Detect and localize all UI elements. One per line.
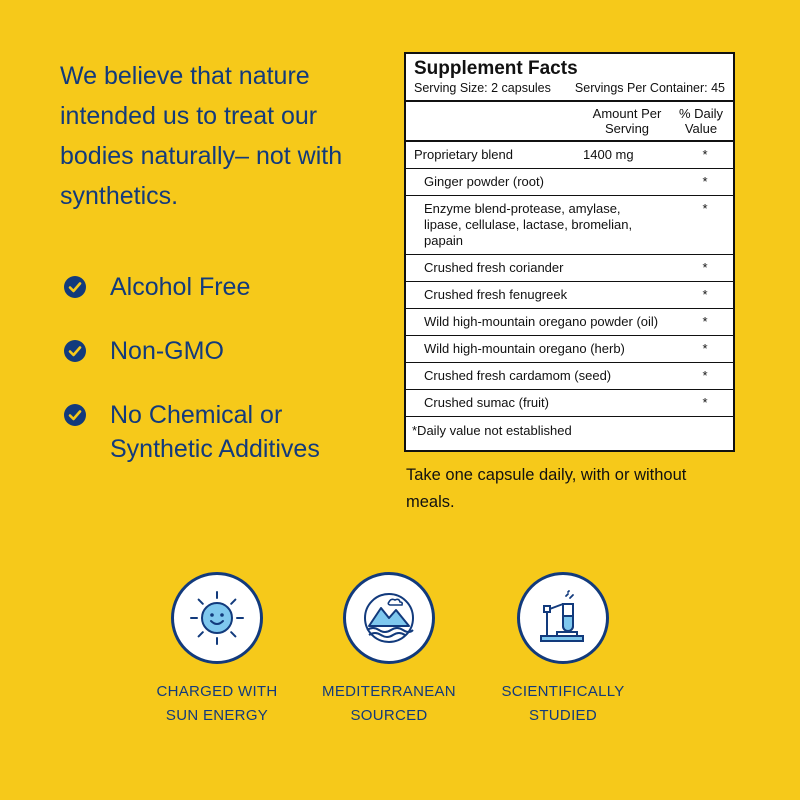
badge-caption-line: SUN ENERGY xyxy=(165,707,269,724)
ingredient-name: Ginger powder (root) xyxy=(424,174,544,189)
ingredient-dv: * xyxy=(702,314,708,329)
ingredient-dv: * xyxy=(702,174,708,189)
badge-caption-line: MEDITERRANEAN xyxy=(322,683,456,700)
feature-item xyxy=(64,334,384,368)
check-icon xyxy=(64,404,86,426)
ingredient-name: Crushed fresh fenugreek xyxy=(424,287,568,302)
supplement-facts-panel xyxy=(404,52,735,452)
ingredient-name: Crushed fresh cardamom (seed) xyxy=(424,368,612,383)
header-amount: Amount Per Serving xyxy=(592,106,662,136)
ingredient-dv: * xyxy=(702,147,708,162)
facts-row xyxy=(406,196,733,255)
badge-scientifically-studied xyxy=(483,572,643,728)
ingredient-name: Crushed fresh coriander xyxy=(424,260,564,275)
badge-mediterranean xyxy=(309,572,469,728)
ingredient-name: Proprietary blend xyxy=(414,147,513,162)
facts-serving-info xyxy=(406,80,733,102)
ingredient-amount: 1400 mg xyxy=(583,147,634,162)
ingredient-dv: * xyxy=(702,395,708,410)
badge-caption-line: CHARGED WITH xyxy=(156,683,278,700)
feature-list xyxy=(64,270,384,496)
badge-caption xyxy=(309,680,469,728)
facts-row xyxy=(406,390,733,417)
badge-circle xyxy=(343,572,435,664)
feature-item xyxy=(64,398,384,466)
ingredient-dv: * xyxy=(702,201,708,216)
ingredient-name: Enzyme blend-protease, amylase, lipase, cellulase, lactase, bromelian, papain xyxy=(424,201,633,248)
serving-size: Serving Size: 2 capsules xyxy=(414,81,551,95)
sun-icon xyxy=(188,589,246,647)
servings-per-container: Servings Per Container: 45 xyxy=(574,81,725,95)
badge-sun-energy xyxy=(137,572,297,728)
ingredient-dv: * xyxy=(702,368,708,383)
facts-row xyxy=(406,142,733,169)
facts-row xyxy=(406,169,733,196)
ingredient-amount xyxy=(583,260,677,276)
header-daily-value: % Daily Value xyxy=(678,106,724,136)
ingredient-dv: * xyxy=(702,260,708,275)
ingredient-name: Wild high-mountain oregano powder (oil) xyxy=(424,314,659,329)
facts-title: Supplement Facts xyxy=(414,58,578,79)
ingredient-name: Crushed sumac (fruit) xyxy=(424,395,549,410)
ingredient-amount xyxy=(583,287,677,303)
badge-caption-line: STUDIED xyxy=(529,707,597,724)
facts-row xyxy=(406,282,733,309)
facts-footnote: *Daily value not established xyxy=(412,423,572,438)
badge-caption-line: SOURCED xyxy=(350,707,428,724)
badge-caption xyxy=(137,680,297,728)
badge-circle xyxy=(517,572,609,664)
feature-item xyxy=(64,270,384,304)
ingredient-amount xyxy=(583,174,677,190)
check-icon xyxy=(64,276,86,298)
test-tube-icon xyxy=(533,588,593,648)
feature-label: Non-GMO xyxy=(110,337,224,365)
facts-row xyxy=(406,336,733,363)
ingredient-dv: * xyxy=(702,341,708,356)
badge-circle xyxy=(171,572,263,664)
feature-label: No Chemical or Synthetic Additives xyxy=(110,401,320,463)
facts-header xyxy=(406,102,733,142)
badge-row xyxy=(0,572,800,732)
ingredient-name: Wild high-mountain oregano (herb) xyxy=(424,341,625,356)
intro-statement: We believe that nature intended us to treat our bodies naturally– not with synthetics. xyxy=(60,62,343,210)
facts-row xyxy=(406,255,733,282)
feature-label: Alcohol Free xyxy=(110,273,251,301)
directions-text: Take one capsule daily, with or without meals. xyxy=(406,466,687,511)
check-icon xyxy=(64,340,86,362)
mountain-icon xyxy=(359,588,419,648)
badge-caption xyxy=(483,680,643,728)
facts-row xyxy=(406,309,733,336)
badge-caption-line: SCIENTIFICALLY xyxy=(501,683,625,700)
facts-row xyxy=(406,363,733,390)
ingredient-dv: * xyxy=(702,287,708,302)
